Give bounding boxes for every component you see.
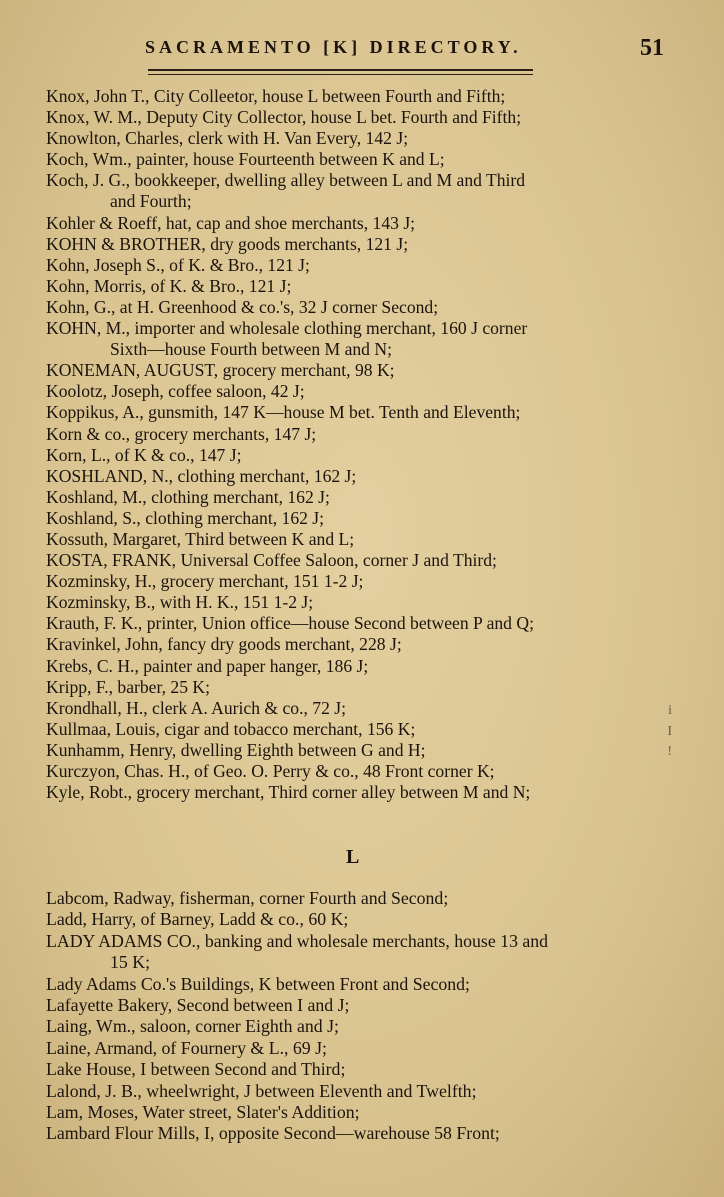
directory-entry: Kozminsky, B., with H. K., 151 1-2 J; xyxy=(46,592,314,613)
directory-entry: Koshland, S., clothing merchant, 162 J; xyxy=(46,507,325,528)
directory-entry: KOSTA, FRANK, Universal Coffee Saloon, corner J and Third; xyxy=(46,550,497,571)
directory-entry: Lalond, J. B., wheelwright, J between Eleventh and Twelfth; xyxy=(46,1080,477,1101)
directory-entry: Lady Adams Co.'s Buildings, K between Front and Second; xyxy=(46,973,470,994)
header-rule xyxy=(148,69,533,71)
directory-entry: Kossuth, Margaret, Third between K and L; xyxy=(46,528,355,549)
directory-entry: KOHN & BROTHER, dry goods merchants, 121 J; xyxy=(46,233,409,254)
directory-entry: Kripp, F., barber, 25 K; xyxy=(46,676,211,697)
directory-entry: Kohn, Joseph S., of K. & Bro., 121 J; xyxy=(46,254,310,275)
directory-entry: Labcom, Radway, fisherman, corner Fourth and Second; xyxy=(46,888,449,908)
directory-entry: Laine, Armand, of Fournery & L., 69 J; xyxy=(46,1037,327,1058)
directory-entry: Knowlton, Charles, clerk with H. Van Every, 142 J; xyxy=(46,128,409,149)
directory-entry: LADY ADAMS CO., banking and wholesale merchants, house 13 and xyxy=(46,930,549,951)
directory-entry: Lake House, I between Second and Third; xyxy=(46,1059,346,1080)
directory-entry: Krondhall, H., clerk A. Aurich & co., 72 J; xyxy=(46,697,347,718)
directory-entry: Koch, J. G., bookkeeper, dwelling alley between L and M and Third xyxy=(46,170,526,191)
directory-entry: Lambard Flour Mills, I, opposite Second—warehouse 58 Front; xyxy=(46,1123,500,1144)
directory-entry: Krauth, F. K., printer, Union office—house Second between P and Q; xyxy=(46,613,534,634)
running-title: SACRAMENTO [K] DIRECTORY. xyxy=(145,37,522,57)
l-entries-list xyxy=(46,888,686,1145)
directory-entry: Kyle, Robt., grocery merchant, Third corner alley between M and N; xyxy=(46,782,531,803)
directory-entry-continuation: and Fourth; xyxy=(110,191,192,212)
directory-entry: Ladd, Harry, of Barney, Ladd & co., 60 K; xyxy=(46,909,349,930)
margin-mark: i xyxy=(668,703,672,718)
directory-entry: Koppikus, A., gunsmith, 147 K—house M bet. Tenth and Eleventh; xyxy=(46,402,521,423)
directory-entry: Laing, Wm., saloon, corner Eighth and J; xyxy=(46,1016,339,1037)
directory-entry: Kozminsky, H., grocery merchant, 151 1-2 J; xyxy=(46,571,364,592)
directory-entry: Knox, John T., City Colleetor, house L between Fourth and Fifth; xyxy=(46,86,506,106)
margin-mark: I xyxy=(667,724,672,739)
page-number: 51 xyxy=(640,35,664,61)
directory-entry: Koch, Wm., painter, house Fourteenth between K and L; xyxy=(46,149,445,170)
margin-mark: ! xyxy=(667,744,672,759)
directory-entry-continuation: Sixth—house Fourth between M and N; xyxy=(110,339,392,360)
directory-entry: KOSHLAND, N., clothing merchant, 162 J; xyxy=(46,465,357,486)
directory-entry: KONEMAN, AUGUST, grocery merchant, 98 K; xyxy=(46,360,395,381)
directory-entry: Lam, Moses, Water street, Slater's Addition; xyxy=(46,1102,360,1123)
directory-entry: Kurczyon, Chas. H., of Geo. O. Perry & co., 48 Front corner K; xyxy=(46,761,495,781)
directory-entry: Krebs, C. H., painter and paper hanger, 186 J; xyxy=(46,655,369,676)
directory-entry: Kullmaa, Louis, cigar and tobacco merchant, 156 K; xyxy=(46,718,416,739)
directory-entry: Korn, L., of K & co., 147 J; xyxy=(46,444,242,465)
section-letter-heading: L xyxy=(346,846,360,868)
directory-entry: Kohn, Morris, of K. & Bro., 121 J; xyxy=(46,275,292,296)
directory-entry: Kravinkel, John, fancy dry goods merchant, 228 J; xyxy=(46,634,402,655)
directory-entry: Korn & co., grocery merchants, 147 J; xyxy=(46,423,317,444)
directory-entry: Kohler & Roeff, hat, cap and shoe merchants, 143 J; xyxy=(46,212,416,233)
directory-entry-continuation: 15 K; xyxy=(110,952,151,973)
k-entries-list xyxy=(46,86,674,803)
directory-entry: Knox, W. M., Deputy City Collector, house L bet. Fourth and Fifth; xyxy=(46,107,522,128)
directory-entry: Koshland, M., clothing merchant, 162 J; xyxy=(46,486,330,507)
header-rule-thin xyxy=(148,74,533,75)
directory-entry: Kohn, G., at H. Greenhood & co.'s, 32 J corner Second; xyxy=(46,296,439,317)
directory-entry: Kunhamm, Henry, dwelling Eighth between G and H; xyxy=(46,739,426,760)
directory-entry: Lafayette Bakery, Second between I and J; xyxy=(46,995,350,1016)
page-header xyxy=(0,33,724,67)
directory-entry: KOHN, M., importer and wholesale clothing merchant, 160 J corner xyxy=(46,318,528,339)
directory-entry: Koolotz, Joseph, coffee saloon, 42 J; xyxy=(46,381,305,402)
